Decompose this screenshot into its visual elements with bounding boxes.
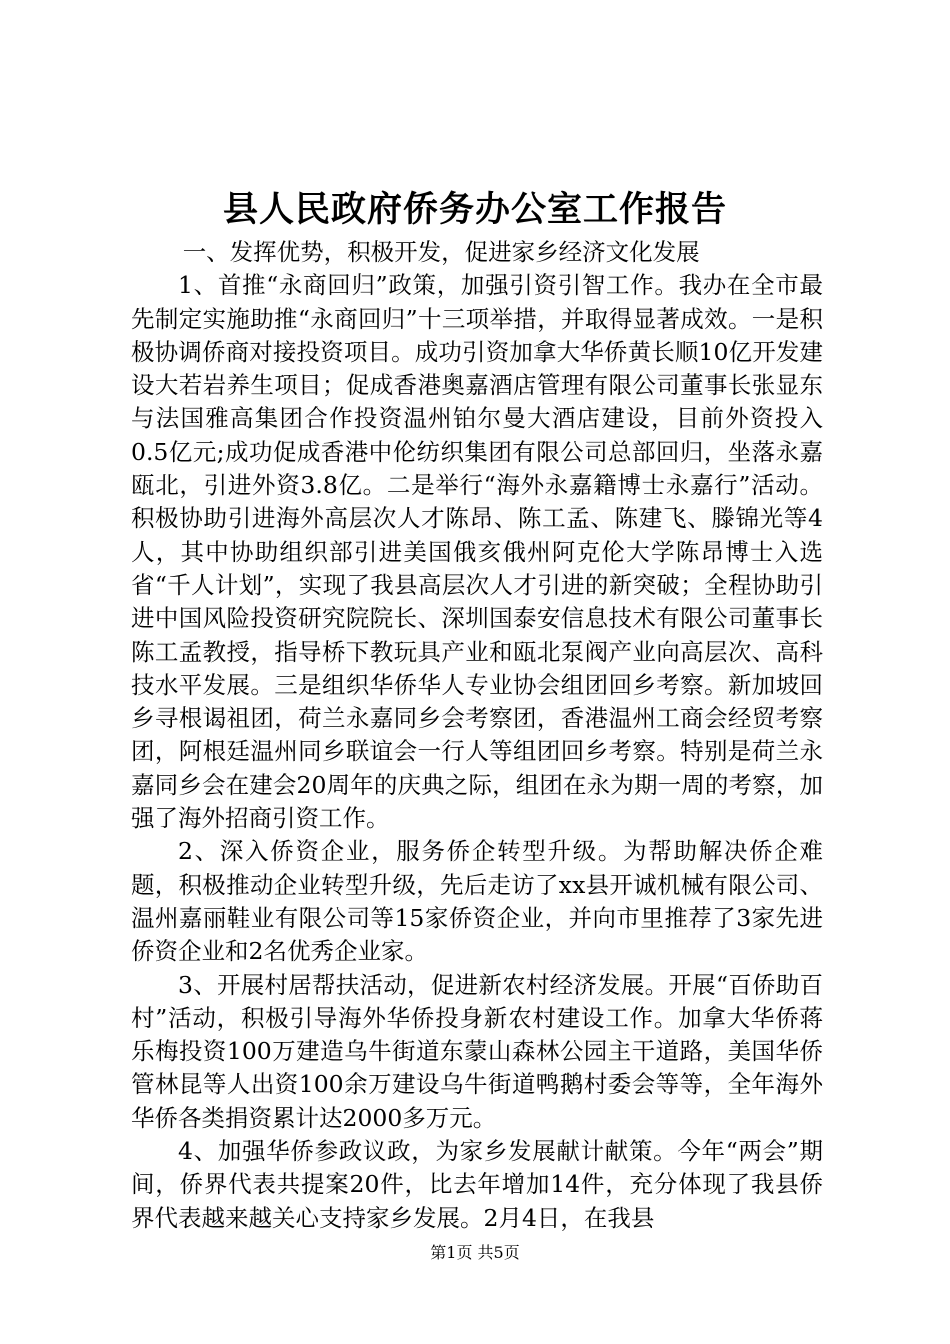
paragraph-4: 4、加强华侨参政议政，为家乡发展献计献策。今年“两会”期间，侨界代表共提案20件，比去年增加14件，充分体现了我县侨界代表越来越关心支持家乡发展。2月4日，在我县: [131, 1137, 823, 1232]
paragraph-1: 1、首推“永商回归”政策，加强引资引智工作。我办在全市最先制定实施助推“永商回归”十三项举措，并取得显著成效。一是积极协调侨商对接投资项目。成功引资加拿大华侨黄长顺10亿开发建设大若岩养生项目；促成香港奥嘉酒店管理有限公司董事长张显东与法国雅高集团合作投资温州铂尔曼大酒店建设，目前外资投入0.5亿元;成功促成香港中伦纺织集团有限公司总部回归，坐落永嘉瓯北，引进外资3.8亿。二是举行“海外永嘉籍博士永嘉行”活动。积极协助引进海外高层次人才陈昂、陈工孟、陈建飞、滕锦光等4人，其中协助组织部引进美国俄亥俄州阿克伦大学陈昂博士入选省“千人计划”，实现了我县高层次人才引进的新突破；全程协助引进中国风险投资研究院院长、深圳国泰安信息技术有限公司董事长陈工孟教授，指导桥下教玩具产业和瓯北泵阀产业向高层次、高科技水平发展。三是组织华侨华人专业协会组团回乡考察。新加坡回乡寻根谒祖团，荷兰永嘉同乡会考察团，香港温州工商会经贸考察团，阿根廷温州同乡联谊会一行人等组团回乡考察。特别是荷兰永嘉同乡会在建会20周年的庆典之际，组团在永为期一周的考察，加强了海外招商引资工作。: [131, 271, 823, 833]
paragraph-3: 3、开展村居帮扶活动，促进新农村经济发展。开展“百侨助百村”活动，积极引导海外华侨投身新农村建设工作。加拿大华侨蒋乐梅投资100万建造乌牛街道东蒙山森林公园主干道路，美国华侨管林昆等人出资100余万建设乌牛街道鸭鹅村委会等等，全年海外华侨各类捐资累计达2000多万元。: [131, 970, 823, 1132]
section-heading: 一、发挥优势，积极开发，促进家乡经济文化发展: [182, 238, 700, 266]
document-title: 县人民政府侨务办公室工作报告: [222, 189, 727, 230]
paragraph-2: 2、深入侨资企业，服务侨企转型升级。为帮助解决侨企难题，积极推动企业转型升级，先后走访了xx县开诚机械有限公司、温州嘉丽鞋业有限公司等15家侨资企业，并向市里推荐了3家先进侨资企业和2名优秀企业家。: [131, 837, 823, 966]
page-number-footer: 第1页 共5页: [430, 1243, 520, 1262]
document-body: [131, 236, 823, 1235]
